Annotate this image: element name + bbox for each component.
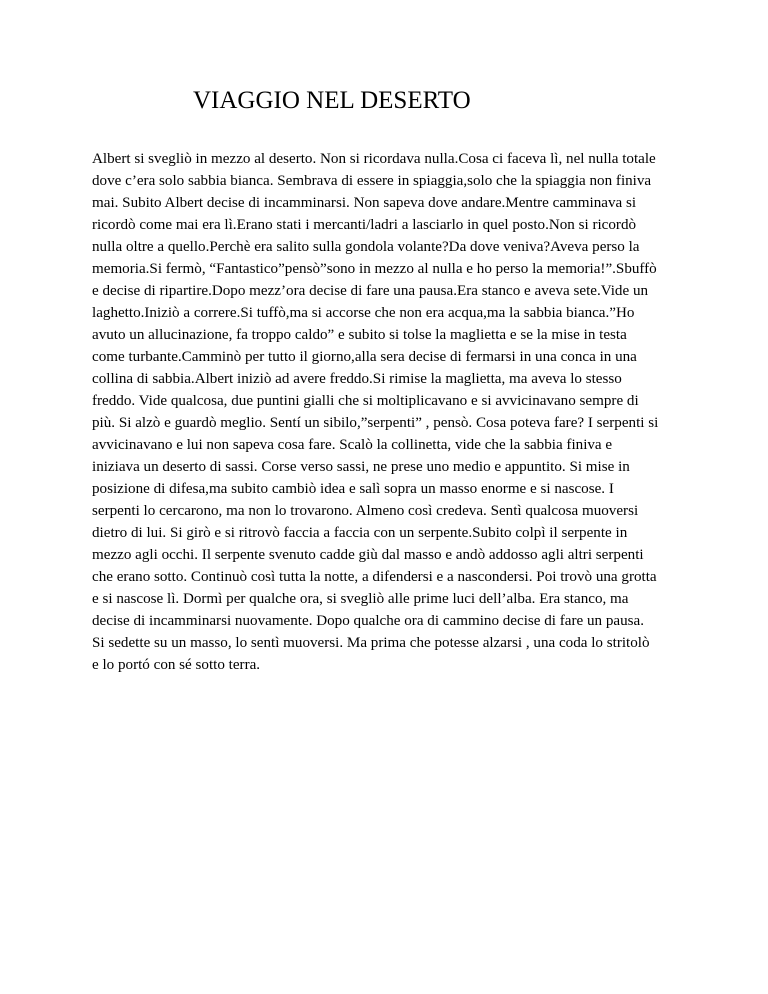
text-line: freddo. Vide qualcosa, due puntini gialli che si moltiplicavano e si avvicinavano sempre di <box>92 393 639 409</box>
text-line: mezzo agli occhi. Il serpente svenuto cadde giù dal masso e andò addosso agli altri serpenti <box>92 547 644 563</box>
text-line: e lo portó con sé sotto terra. <box>92 657 261 673</box>
text-line: ricordò come mai era lì.Erano stati i mercanti/ladri a lasciarlo in quel posto.Non si ricordò <box>92 217 637 233</box>
document-title: VIAGGIO NEL DESERTO <box>193 87 471 114</box>
text-line: collina di sabbia.Albert iniziò ad avere freddo.Si rimise la maglietta, ma aveva lo stesso <box>92 371 622 387</box>
text-line: avuto un allucinazione, fa troppo caldo” e subito si tolse la maglietta e se la mise in testa <box>92 327 627 343</box>
text-line: mai. Subito Albert decise di incamminarsi. Non sapeva dove andare.Mentre camminava si <box>92 195 637 211</box>
text-line: nulla oltre a quello.Perchè era salito sulla gondola volante?Da dove veniva?Aveva perso la <box>92 239 640 255</box>
text-line: memoria.Si fermò, “Fantastico”pensò”sono in mezzo al nulla e ho perso la memoria!”.Sbuffò <box>92 261 657 277</box>
text-line: serpenti lo cercarono, ma non lo trovarono. Almeno così credeva. Sentì qualcosa muoversi <box>92 503 639 519</box>
text-line: laghetto.Iniziò a correre.Si tuffò,ma si accorse che non era acqua,ma la sabbia bianca.”Ho <box>92 305 635 321</box>
text-line: iniziava un deserto di sassi. Corse verso sassi, ne prese uno medio e appuntito. Si mise in <box>92 459 630 475</box>
text-line: dietro di lui. Si girò e si ritrovò faccia a faccia con un serpente.Subito colpì il serpente in <box>92 525 628 541</box>
text-line: come turbante.Camminò per tutto il giorno,alla sera decise di fermarsi in una conca in una <box>92 349 637 365</box>
text-line: e decise di ripartire.Dopo mezz’ora decise di fare una pausa.Era stanco e aveva sete.Vide un <box>92 283 649 299</box>
text-line: dove c’era solo sabbia bianca. Sembrava di essere in spiaggia,solo che la spiaggia non finiva <box>92 173 652 189</box>
text-line: decise di incamminarsi nuovamente. Dopo qualche ora di cammino decise di fare un pausa. <box>92 613 644 629</box>
text-line: e si nascose lì. Dormì per qualche ora, si svegliò alle prime luci dell’alba. Era stanco, ma <box>92 591 629 607</box>
text-line: che erano sotto. Continuò così tutta la notte, a difendersi e a nascondersi. Poi trovò una grotta <box>92 569 657 585</box>
text-line: Si sedette su un masso, lo sentì muoversi. Ma prima che potesse alzarsi , una coda lo stritolò <box>92 635 650 651</box>
text-line: posizione di difesa,ma subito cambiò idea e salì sopra un masso enorme e si nascose. I <box>92 481 614 497</box>
text-line: Albert si svegliò in mezzo al deserto. Non si ricordava nulla.Cosa ci faceva lì, nel nulla totale <box>92 151 656 167</box>
text-line: più. Si alzò e guardò meglio. Sentí un sibilo,”serpenti” , pensò. Cosa poteva fare? I serpenti si <box>92 415 659 431</box>
story-text <box>92 148 682 676</box>
text-line: avvicinavano e lui non sapeva cosa fare. Scalò la collinetta, vide che la sabbia finiva e <box>92 437 613 453</box>
